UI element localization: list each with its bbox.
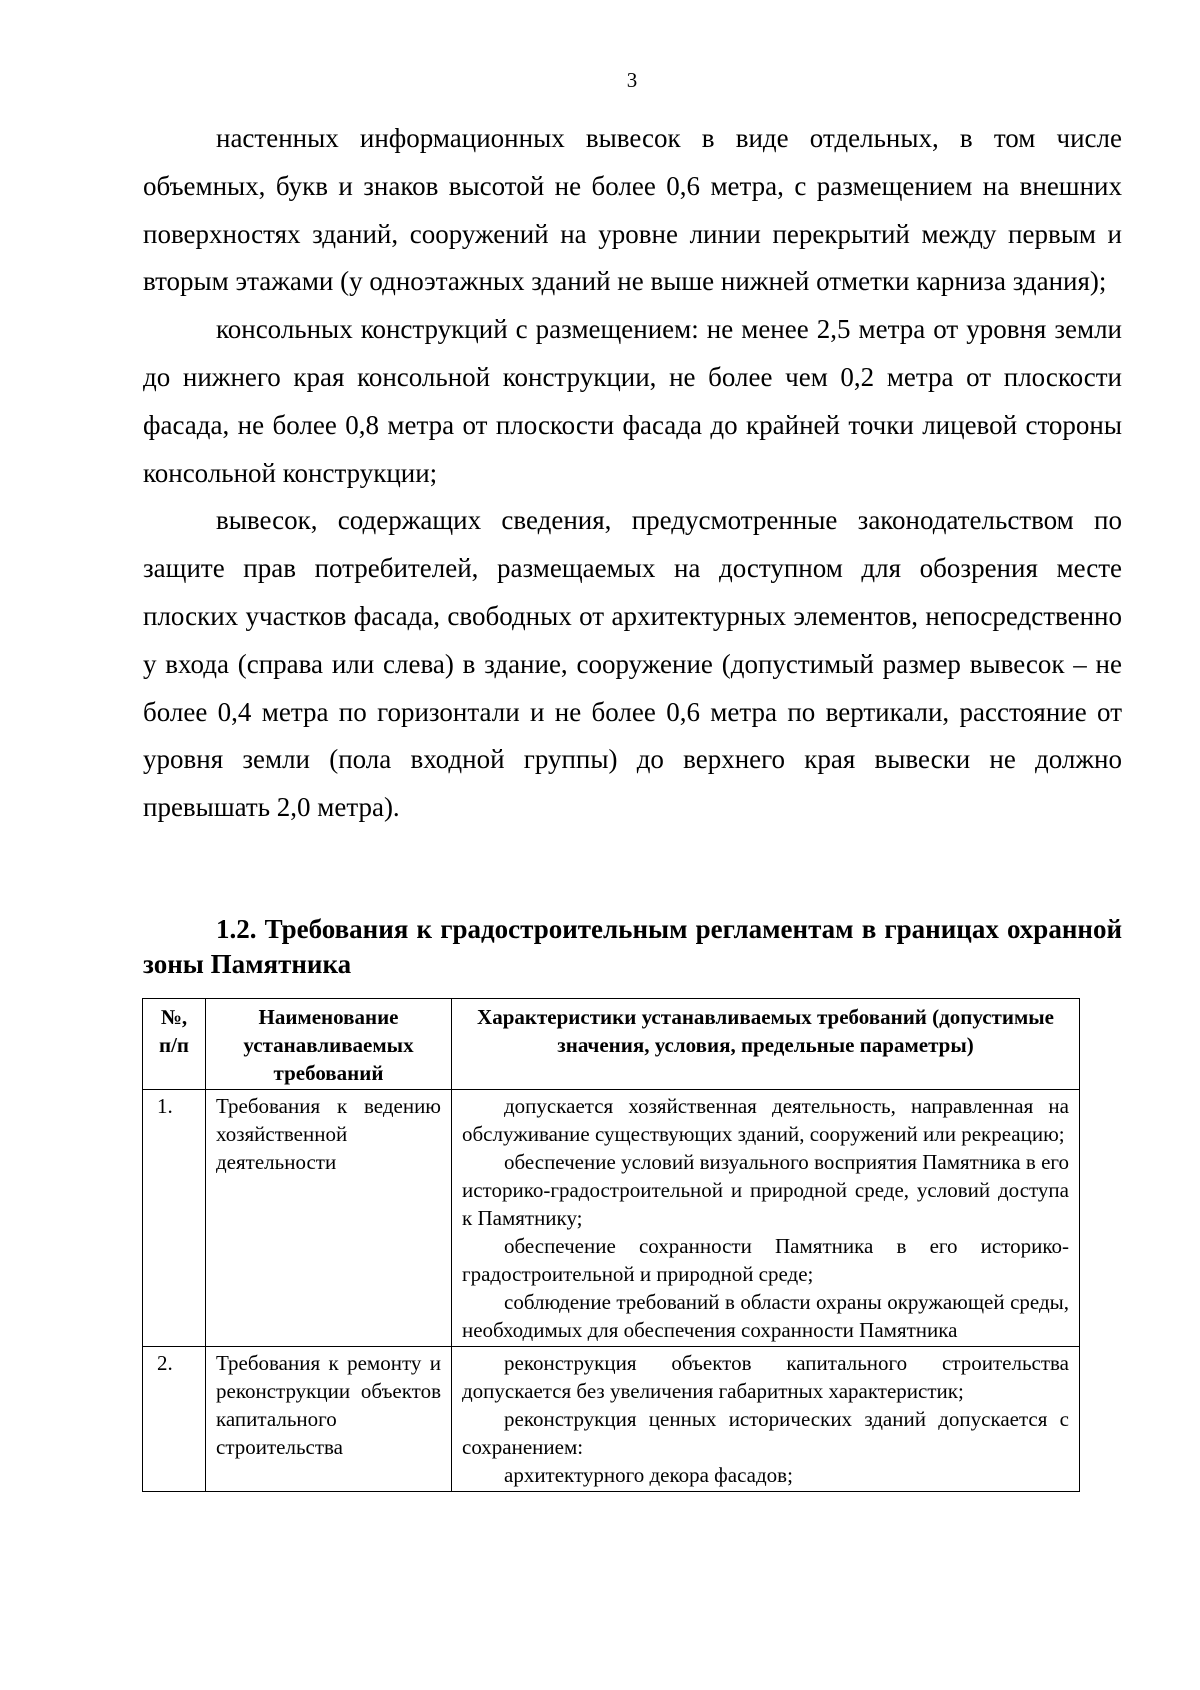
header-requirement-name: Наименование устанавливаемых требований — [206, 999, 452, 1090]
paragraph: вывесок, содержащих сведения, предусмотренные законодательством по защите прав потребителей, размещаемых на доступном для обозрения месте плоских участков фасада, свободных от архитектурных элементов, непосредственно у входа (справа или слева) в здание, сооружение (допустимый размер вывесок – не более 0,4 метра по горизонтали и не более 0,6 метра по вертикали, расстояние от уровня земли (пола входной группы) до верхнего края вывески не должно превышать 2,0 метра). — [143, 505, 1122, 823]
page-number: 3 — [626, 68, 638, 92]
characteristic-item: обеспечение условий визуального восприятия Памятника в его историко-градостроительной и природной среде, условий доступа к Памятнику; — [462, 1150, 1069, 1230]
paragraph: консольных конструкций с размещением: не менее 2,5 метра от уровня земли до нижнего края консольной конструкции, не более чем 0,2 метра от плоскости фасада, не более 0,8 метра от плоскости фасада до крайней точки лицевой стороны консольной конструкции; — [143, 314, 1122, 488]
characteristic-item: допускается хозяйственная деятельность, направленная на обслуживание существующих зданий, сооружений или рекреацию; — [462, 1094, 1069, 1146]
row-number: 2. — [143, 1347, 206, 1492]
section-heading: 1.2. Требования к градостроительным регламентам в границах охранной зоны Памятника — [143, 914, 1122, 979]
characteristic-item: обеспечение сохранности Памятника в его историко-градостроительной и природной среде; — [462, 1234, 1069, 1286]
table-row — [143, 1347, 1080, 1492]
paragraph: настенных информационных вывесок в виде отдельных, в том числе объемных, букв и знаков высотой не более 0,6 метра, с размещением на внешних поверхностях зданий, сооружений на уровне линии перекрытий между первым и вторым этажами (у одноэтажных зданий не выше нижней отметки карниза здания); — [143, 123, 1122, 297]
characteristic-item: реконструкция объектов капитального строительства допускается без увеличения габаритных характеристик; — [462, 1351, 1069, 1403]
requirement-name: Требования к ремонту и реконструкции объектов капитального строительства — [206, 1347, 452, 1492]
requirement-characteristics — [452, 1090, 1080, 1347]
body-text — [143, 115, 1122, 832]
characteristic-item: архитектурного декора фасадов; — [504, 1463, 793, 1487]
requirement-name: Требования к ведению хозяйственной деятельности — [206, 1090, 452, 1347]
requirement-characteristics — [452, 1347, 1080, 1492]
characteristic-item: соблюдение требований в области охраны окружающей среды, необходимых для обеспечения сохранности Памятника — [462, 1290, 1069, 1342]
table-row — [143, 1090, 1080, 1347]
characteristic-item: реконструкция ценных исторических зданий допускается с сохранением: — [462, 1407, 1069, 1459]
header-number: №, п/п — [143, 999, 206, 1090]
header-characteristics: Характеристики устанавливаемых требований (допустимые значения, условия, предельные параметры) — [452, 999, 1080, 1090]
row-number: 1. — [143, 1090, 206, 1347]
requirements-table — [142, 998, 1080, 1492]
table-header-row — [143, 999, 1080, 1090]
